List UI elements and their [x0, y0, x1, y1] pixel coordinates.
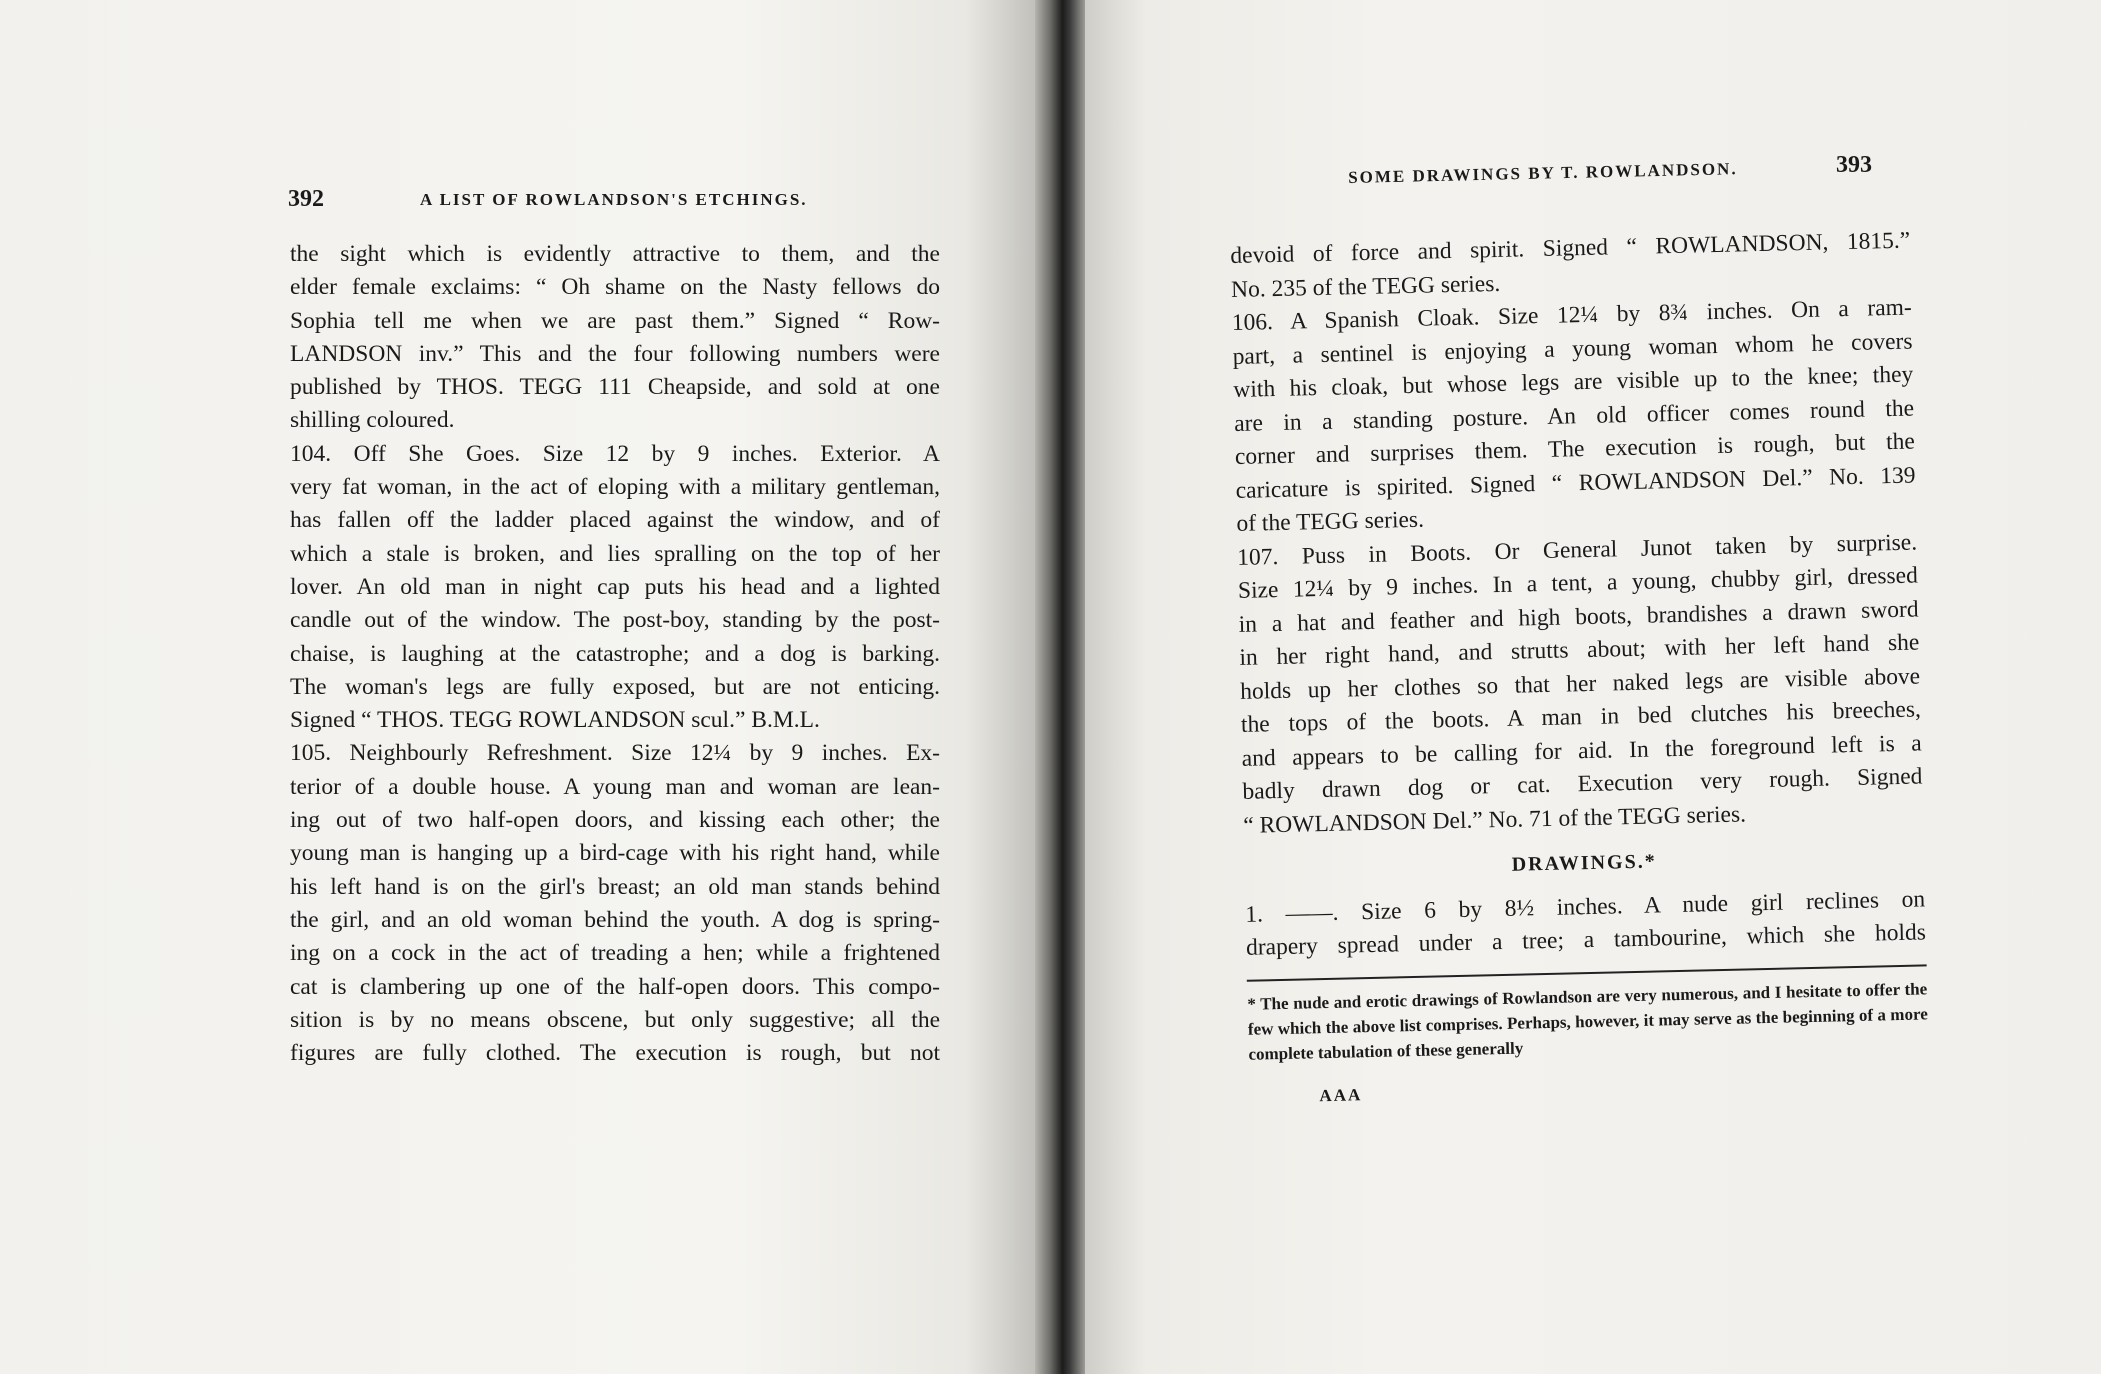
text-line: Sophia tell me when we are past them.” Signed “ Row-	[290, 307, 940, 334]
text-line: “ ROWLANDSON Del.” No. 71 of the TEGG series.	[1242, 800, 1747, 839]
text-line: ing on a cock in the act of treading a hen; while a frightened	[290, 940, 940, 967]
entry-107-line: 107. Puss in Boots. Or General Junot taken by surprise.	[1236, 528, 1918, 571]
text-line: The woman's legs are fully exposed, but are not enticing.	[290, 673, 940, 700]
drawing-1-line: 1. ——. Size 6 by 8½ inches. A nude girl reclines on	[1245, 885, 1926, 928]
text-line: elder female exclaims: “ Oh shame on the Nasty fellows do	[290, 274, 940, 301]
right-body-block	[1230, 225, 1930, 1114]
text-line: the girl, and an old woman behind the youth. A dog is spring-	[290, 906, 940, 933]
text-line: has fallen off the ladder placed against the window, and of	[290, 507, 940, 534]
book-gutter	[1035, 0, 1085, 1374]
text-line: chaise, is laughing at the catastrophe; and a dog is barking.	[290, 640, 940, 667]
right-running-head: SOME DRAWINGS BY T. ROWLANDSON.	[1348, 159, 1738, 187]
text-line: which a stale is broken, and lies spralling on the top of her	[290, 540, 940, 567]
footnote: * The nude and erotic drawings of Rowlandson are very numerous, and I hesitate to offer the few which the above list comprises. Perhaps, however, it may serve as the beginning of a more complete tabulation of these generally	[1247, 978, 1928, 1064]
text-line: Signed “ THOS. TEGG ROWLANDSON scul.” B.M.L.	[290, 707, 820, 734]
text-line: of the TEGG series.	[1236, 506, 1425, 537]
text-line: in a hat and feather and high boots, brandishes a drawn sword	[1238, 595, 1919, 638]
text-line: LANDSON inv.” This and the four following numbers were	[290, 340, 940, 367]
text-line: sition is by no means obscene, but only suggestive; all the	[290, 1006, 940, 1033]
text-line: the tops of the boots. A man in bed clutches his breeches,	[1240, 696, 1922, 738]
text-line: with his cloak, but whose legs are visible up to the knee; they	[1233, 361, 1914, 403]
text-line: drapery spread under a tree; a tambourine, which she holds	[1245, 919, 1927, 961]
text-line: published by THOS. TEGG 111 Cheapside, and sold at one	[290, 374, 940, 401]
text-line: candle out of the window. The post-boy, standing by the post-	[290, 607, 940, 634]
text-line: terior of a double house. A young man and woman are lean-	[290, 773, 940, 800]
text-line: young man is hanging up a bird-cage with his right hand, while	[290, 840, 940, 867]
text-line: the sight which is evidently attractive to them, and the	[290, 241, 940, 267]
right-page-number: 393	[1836, 152, 1872, 178]
text-line: are in a standing posture. An old officer comes round the	[1233, 395, 1915, 437]
text-line: cat is clambering up one of the half-open doors. This compo-	[290, 973, 940, 1000]
text-line: figures are fully clothed. The execution is rough, but not	[290, 1040, 940, 1067]
entry-105-line: 105. Neighbourly Refreshment. Size 12¼ by 9 inches. Ex-	[290, 740, 940, 767]
left-page-number: 392	[288, 186, 324, 212]
text-line: ing out of two half-open doors, and kissing each other; the	[290, 807, 940, 834]
text-line: in her right hand, and strutts about; with her left hand she	[1239, 629, 1920, 671]
left-running-head: A LIST OF ROWLANDSON'S ETCHINGS.	[420, 190, 808, 209]
text-line: corner and surprises them. The execution is rough, but the	[1234, 428, 1916, 470]
text-line: and appears to be calling for aid. In the foreground left is a	[1241, 729, 1922, 772]
entry-104-line: 104. Off She Goes. Size 12 by 9 inches. Exterior. A	[290, 440, 940, 467]
text-line: caricature is spirited. Signed “ ROWLANDSON Del.” No. 139	[1235, 462, 1916, 504]
text-line: badly drawn dog or cat. Execution very rough. Signed	[1242, 763, 1923, 805]
text-line: lover. An old man in night cap puts his head and a lighted	[290, 573, 940, 600]
text-line: his left hand is on the girl's breast; an old man stands behind	[290, 873, 940, 900]
section-title-drawings: DRAWINGS.*	[1511, 850, 1657, 876]
text-line: No. 235 of the TEGG series.	[1230, 270, 1501, 303]
text-line: shilling coloured.	[290, 407, 455, 434]
text-line: part, a sentinel is enjoying a young woman whom he covers	[1232, 328, 1913, 370]
left-body-text	[290, 238, 940, 1070]
text-line: Size 12¼ by 9 inches. In a tent, a young, chubby girl, dressed	[1237, 562, 1919, 604]
entry-106-line: 106. A Spanish Cloak. Size 12¼ by 8¾ inches. On a ram-	[1231, 294, 1913, 336]
text-line: devoid of force and spirit. Signed “ ROWLANDSON, 1815.”	[1230, 227, 1911, 269]
signature-mark: AAA	[1319, 1084, 1363, 1105]
text-line: very fat woman, in the act of eloping with a military gentleman,	[290, 474, 940, 501]
text-line: holds up her clothes so that her naked legs are visible above	[1239, 662, 1921, 705]
right-body-text	[1230, 225, 1930, 1114]
